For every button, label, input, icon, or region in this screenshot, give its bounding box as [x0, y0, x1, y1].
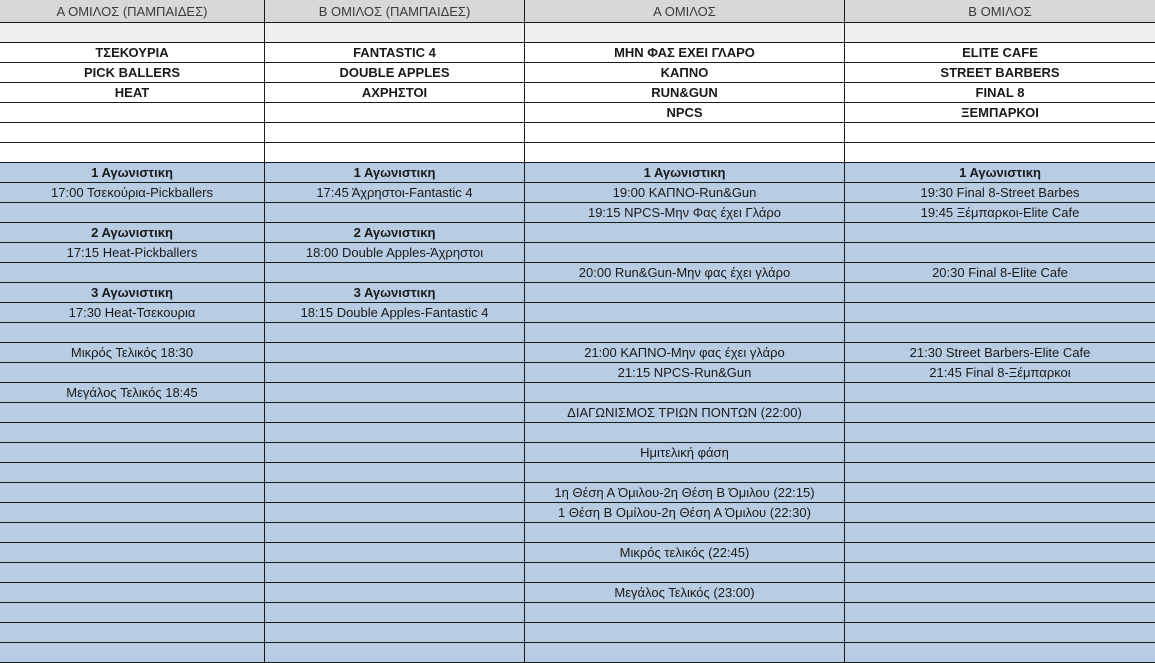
- cell-group-b[interactable]: 1 Αγωνιστικη: [959, 165, 1041, 180]
- table-row: [0, 103, 1155, 123]
- cell-group-b[interactable]: ΞΕΜΠΑΡΚΟΙ: [961, 105, 1039, 120]
- table-row: [0, 363, 1155, 383]
- cell-group-a-kids[interactable]: [0, 603, 265, 622]
- cell-group-b[interactable]: [845, 443, 1155, 462]
- cell-group-b[interactable]: [845, 123, 1155, 142]
- table-row: [0, 263, 1155, 283]
- cell-group-a-kids[interactable]: [0, 103, 265, 122]
- table-row: [0, 143, 1155, 163]
- cell-group-a-kids[interactable]: [0, 623, 265, 642]
- cell-group-b-kids[interactable]: [265, 323, 525, 342]
- cell-group-a[interactable]: [525, 303, 845, 322]
- cell-group-b[interactable]: [845, 623, 1155, 642]
- cell-group-b-kids[interactable]: [265, 523, 525, 542]
- cell-group-a-kids[interactable]: [0, 323, 265, 342]
- cell-group-b-kids[interactable]: 18:15 Double Apples-Fantastic 4: [265, 303, 525, 322]
- table-row: [0, 563, 1155, 583]
- table-row: [0, 43, 1155, 63]
- cell-group-b[interactable]: [845, 603, 1155, 622]
- cell-group-a-kids[interactable]: 1 Αγωνιστικη: [0, 163, 265, 182]
- table-row: [0, 23, 1155, 43]
- cell-group-b-kids[interactable]: [265, 343, 525, 362]
- cell-group-a[interactable]: 19:00 ΚΑΠΝΟ-Run&Gun: [525, 183, 845, 202]
- cell-group-b[interactable]: FINAL 8: [975, 85, 1025, 100]
- table-row: [0, 463, 1155, 483]
- cell-group-b-kids[interactable]: 17:45 Άχρηστοι-Fantastic 4: [265, 183, 525, 202]
- cell-group-b-kids[interactable]: [265, 383, 525, 402]
- cell-group-a[interactable]: [525, 23, 845, 42]
- cell-group-a-kids[interactable]: [0, 423, 265, 442]
- cell-group-a[interactable]: [525, 623, 845, 642]
- cell-group-b[interactable]: [845, 143, 1155, 162]
- cell-group-b[interactable]: [845, 643, 1155, 662]
- cell-group-a-kids[interactable]: 3 Αγωνιστικη: [0, 283, 265, 302]
- cell-group-a[interactable]: Ημιτελική φάση: [525, 443, 845, 462]
- cell-group-a[interactable]: [525, 463, 845, 482]
- cell-group-a[interactable]: Μικρός τελικός (22:45): [525, 543, 845, 562]
- cell-group-a[interactable]: 1 Αγωνιστικη: [525, 163, 845, 182]
- cell-group-b-kids[interactable]: 1 Αγωνιστικη: [265, 163, 525, 182]
- cell-group-a[interactable]: [525, 143, 845, 162]
- table-row: [0, 343, 1155, 363]
- cell-group-b[interactable]: [845, 403, 1155, 422]
- table-row: [0, 503, 1155, 523]
- table-row: [0, 443, 1155, 463]
- cell-group-a-kids[interactable]: PICK BALLERS: [0, 63, 265, 82]
- cell-group-a[interactable]: [525, 223, 845, 242]
- cell-group-b-kids[interactable]: [265, 623, 525, 642]
- cell-group-b-kids[interactable]: [265, 503, 525, 522]
- column-header-group-b-kids[interactable]: Β ΟΜΙΛΟΣ (ΠΑΜΠΑΙΔΕΣ): [265, 0, 525, 22]
- cell-group-b-kids[interactable]: [265, 123, 525, 142]
- cell-group-a-kids[interactable]: [0, 443, 265, 462]
- cell-group-a-kids[interactable]: Μεγάλος Τελικός 18:45: [0, 383, 265, 402]
- cell-group-a-kids[interactable]: [0, 203, 265, 222]
- cell-group-a-kids[interactable]: [0, 503, 265, 522]
- cell-group-a-kids[interactable]: [0, 363, 265, 382]
- table-row: [0, 323, 1155, 343]
- cell-group-b[interactable]: [845, 23, 1155, 42]
- cell-group-a-kids[interactable]: 17:15 Heat-Pickballers: [0, 243, 265, 262]
- cell-group-b[interactable]: [845, 503, 1155, 522]
- cell-group-a[interactable]: [525, 243, 845, 262]
- cell-group-b-kids[interactable]: 18:00 Double Apples-Άχρηστοι: [265, 243, 525, 262]
- cell-group-b[interactable]: [845, 283, 1155, 302]
- cell-group-a[interactable]: 1 Θέση Β Ομίλου-2η Θέση Α Όμιλου (22:30): [525, 503, 845, 522]
- cell-group-b-kids[interactable]: [265, 203, 525, 222]
- cell-group-a[interactable]: [525, 423, 845, 442]
- cell-group-a-kids[interactable]: 2 Αγωνιστικη: [0, 223, 265, 242]
- cell-group-a[interactable]: 21:00 ΚΑΠΝΟ-Μην φας έχει γλάρο: [525, 343, 845, 362]
- cell-group-b-kids[interactable]: [265, 443, 525, 462]
- cell-group-a-kids[interactable]: ΤΣΕΚΟΥΡΙΑ: [0, 43, 265, 62]
- cell-group-b-kids[interactable]: [265, 583, 525, 602]
- table-row: [0, 383, 1155, 403]
- table-row: [0, 223, 1155, 243]
- cell-group-b[interactable]: STREET BARBERS: [940, 65, 1060, 80]
- cell-group-b[interactable]: [845, 523, 1155, 542]
- cell-group-a-kids[interactable]: [0, 583, 265, 602]
- cell-group-a[interactable]: [525, 603, 845, 622]
- cell-group-a[interactable]: [525, 523, 845, 542]
- cell-group-b[interactable]: [845, 583, 1155, 602]
- cell-group-b-kids[interactable]: [265, 363, 525, 382]
- cell-group-a-kids[interactable]: [0, 123, 265, 142]
- cell-group-a[interactable]: RUN&GUN: [525, 83, 845, 102]
- cell-group-b-kids[interactable]: [265, 263, 525, 282]
- cell-group-b-kids[interactable]: FANTASTIC 4: [265, 43, 525, 62]
- cell-group-b[interactable]: [845, 303, 1155, 322]
- cell-group-b-kids[interactable]: [265, 23, 525, 42]
- table-row: [0, 423, 1155, 443]
- cell-group-b[interactable]: [845, 483, 1155, 502]
- cell-group-a-kids[interactable]: [0, 543, 265, 562]
- cell-group-b-kids[interactable]: DOUBLE APPLES: [265, 63, 525, 82]
- cell-group-a[interactable]: [525, 123, 845, 142]
- cell-group-a[interactable]: [525, 643, 845, 662]
- table-row: [0, 403, 1155, 423]
- cell-group-b[interactable]: [845, 543, 1155, 562]
- cell-group-b-kids[interactable]: [265, 463, 525, 482]
- cell-group-a[interactable]: 19:15 NPCS-Μην Φας έχει Γλάρο: [525, 203, 845, 222]
- cell-group-a-kids[interactable]: Μικρός Τελικός 18:30: [0, 343, 265, 362]
- cell-group-b-kids[interactable]: [265, 483, 525, 502]
- table-row: [0, 163, 1155, 183]
- table-row: [0, 643, 1155, 663]
- cell-group-a-kids[interactable]: [0, 403, 265, 422]
- cell-group-a-kids[interactable]: [0, 463, 265, 482]
- table-row: [0, 283, 1155, 303]
- cell-group-a-kids[interactable]: [0, 523, 265, 542]
- cell-group-a[interactable]: Μεγάλος Τελικός (23:00): [525, 583, 845, 602]
- cell-group-a[interactable]: ΔΙΑΓΩΝΙΣΜΟΣ ΤΡΙΩΝ ΠΟΝΤΩΝ (22:00): [525, 403, 845, 422]
- cell-group-b[interactable]: [845, 383, 1155, 402]
- cell-group-b[interactable]: 21:30 Street Barbers-Elite Cafe: [909, 345, 1091, 360]
- table-row: [0, 183, 1155, 203]
- cell-group-a-kids[interactable]: [0, 263, 265, 282]
- table-row: [0, 543, 1155, 563]
- cell-group-b-kids[interactable]: [265, 143, 525, 162]
- table-row: [0, 63, 1155, 83]
- cell-group-a[interactable]: ΜΗΝ ΦΑΣ ΕΧΕΙ ΓΛΑΡΟ: [525, 43, 845, 62]
- header-row: [0, 0, 1155, 23]
- table-row: [0, 623, 1155, 643]
- column-header-group-b[interactable]: Β ΟΜΙΛΟΣ: [968, 3, 1032, 19]
- cell-group-b-kids[interactable]: [265, 603, 525, 622]
- cell-group-b[interactable]: [845, 563, 1155, 582]
- table-row: [0, 83, 1155, 103]
- table-row: [0, 243, 1155, 263]
- table-row: [0, 603, 1155, 623]
- table-row: [0, 583, 1155, 603]
- cell-group-a[interactable]: [525, 563, 845, 582]
- cell-group-a[interactable]: NPCS: [525, 103, 845, 122]
- cell-group-a-kids[interactable]: 17:00 Τσεκούρια-Pickballers: [0, 183, 265, 202]
- cell-group-a-kids[interactable]: [0, 23, 265, 42]
- table-row: [0, 483, 1155, 503]
- cell-group-b-kids[interactable]: [265, 423, 525, 442]
- cell-group-a-kids[interactable]: [0, 563, 265, 582]
- table-row: [0, 203, 1155, 223]
- cell-group-a[interactable]: 21:15 NPCS-Run&Gun: [525, 363, 845, 382]
- column-header-group-a-kids[interactable]: Α ΟΜΙΛΟΣ (ΠΑΜΠΑΙΔΕΣ): [0, 0, 265, 22]
- cell-group-b[interactable]: ELITE CAFE: [962, 45, 1038, 60]
- cell-group-b[interactable]: [845, 323, 1155, 342]
- cell-group-b[interactable]: [845, 243, 1155, 262]
- cell-group-a-kids[interactable]: 17:30 Heat-Τσεκουρια: [0, 303, 265, 322]
- cell-group-b[interactable]: 20:30 Final 8-Elite Cafe: [932, 265, 1068, 280]
- cell-group-b-kids[interactable]: [265, 543, 525, 562]
- cell-group-a[interactable]: [525, 323, 845, 342]
- cell-group-a[interactable]: 20:00 Run&Gun-Μην φας έχει γλάρο: [525, 263, 845, 282]
- table-row: [0, 123, 1155, 143]
- cell-group-b[interactable]: [845, 423, 1155, 442]
- table-row: [0, 303, 1155, 323]
- column-header-group-a[interactable]: Α ΟΜΙΛΟΣ: [525, 0, 845, 22]
- cell-group-b-kids[interactable]: [265, 103, 525, 122]
- cell-group-b-kids[interactable]: 2 Αγωνιστικη: [265, 223, 525, 242]
- cell-group-a-kids[interactable]: [0, 143, 265, 162]
- cell-group-a-kids[interactable]: HEAT: [0, 83, 265, 102]
- cell-group-b[interactable]: [845, 463, 1155, 482]
- cell-group-b-kids[interactable]: ΑΧΡΗΣΤΟΙ: [265, 83, 525, 102]
- cell-group-b[interactable]: 21:45 Final 8-Ξέμπαρκοι: [929, 365, 1071, 380]
- cell-group-a-kids[interactable]: [0, 643, 265, 662]
- cell-group-b-kids[interactable]: [265, 643, 525, 662]
- table-row: [0, 523, 1155, 543]
- cell-group-a[interactable]: [525, 283, 845, 302]
- cell-group-b[interactable]: 19:45 Ξέμπαρκοι-Elite Cafe: [920, 205, 1080, 220]
- cell-group-a[interactable]: ΚΑΠΝΟ: [525, 63, 845, 82]
- cell-group-b-kids[interactable]: 3 Αγωνιστικη: [265, 283, 525, 302]
- cell-group-a[interactable]: [525, 383, 845, 402]
- cell-group-b[interactable]: [845, 223, 1155, 242]
- cell-group-a[interactable]: 1η Θέση Α Όμιλου-2η Θέση Β Όμιλου (22:15): [525, 483, 845, 502]
- cell-group-b-kids[interactable]: [265, 403, 525, 422]
- cell-group-b-kids[interactable]: [265, 563, 525, 582]
- cell-group-b[interactable]: 19:30 Final 8-Street Barbes: [920, 185, 1080, 200]
- cell-group-a-kids[interactable]: [0, 483, 265, 502]
